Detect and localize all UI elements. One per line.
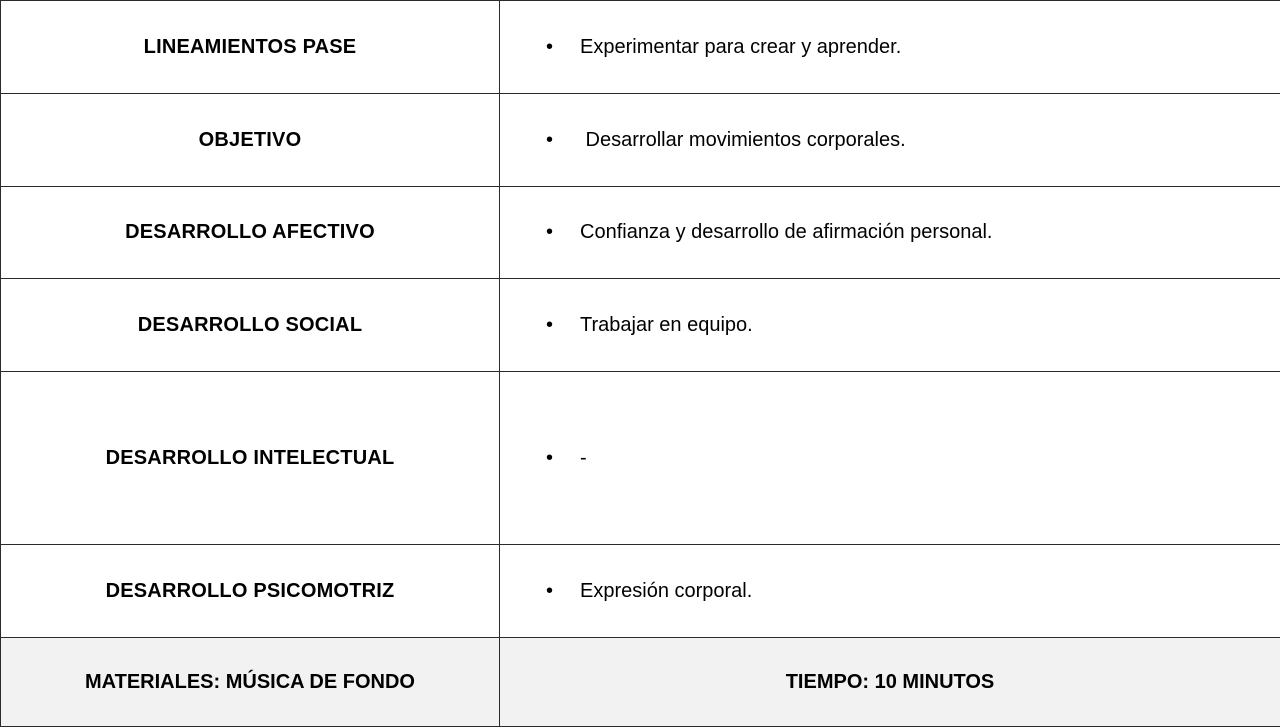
- row-label-desarrollo-intelectual: DESARROLLO INTELECTUAL: [1, 372, 500, 545]
- table-row: [1, 372, 1280, 545]
- bullet-text: Desarrollar movimientos corporales.: [580, 129, 906, 152]
- row-label-desarrollo-social: DESARROLLO SOCIAL: [1, 279, 500, 372]
- row-content-desarrollo-psicomotriz: [500, 545, 1280, 638]
- bullet-icon: •: [546, 315, 580, 335]
- bullet-icon: •: [546, 448, 580, 468]
- bullet-line: [508, 314, 1272, 337]
- bullet-line: [508, 580, 1272, 603]
- bullet-icon: •: [546, 581, 580, 601]
- bullet-icon: •: [546, 222, 580, 242]
- bullet-line: [508, 447, 1272, 470]
- table-row: [1, 1, 1280, 94]
- table-row: [1, 545, 1280, 638]
- bullet-line: [508, 36, 1272, 59]
- bullet-text: Expresión corporal.: [580, 580, 752, 603]
- footer-materials: MATERIALES: MÚSICA DE FONDO: [1, 638, 500, 727]
- row-content-objetivo: [500, 94, 1280, 187]
- table-row: [1, 94, 1280, 187]
- bullet-icon: •: [546, 130, 580, 150]
- row-content-lineamientos-pase: [500, 1, 1280, 94]
- bullet-text: Confianza y desarrollo de afirmación personal.: [580, 221, 992, 244]
- bullet-line: [508, 221, 1272, 244]
- table-footer-row: [1, 638, 1280, 727]
- table-body: [1, 1, 1280, 727]
- row-content-desarrollo-social: [500, 279, 1280, 372]
- bullet-text: -: [580, 447, 587, 470]
- row-label-objetivo: OBJETIVO: [1, 94, 500, 187]
- row-label-desarrollo-afectivo: DESARROLLO AFECTIVO: [1, 187, 500, 279]
- table-row: [1, 187, 1280, 279]
- bullet-text: Experimentar para crear y aprender.: [580, 36, 901, 59]
- row-content-desarrollo-afectivo: [500, 187, 1280, 279]
- row-content-desarrollo-intelectual: [500, 372, 1280, 545]
- row-label-lineamientos-pase: LINEAMIENTOS PASE: [1, 1, 500, 94]
- bullet-text: Trabajar en equipo.: [580, 314, 753, 337]
- row-label-desarrollo-psicomotriz: DESARROLLO PSICOMOTRIZ: [1, 545, 500, 638]
- footer-time: TIEMPO: 10 MINUTOS: [500, 638, 1280, 727]
- bullet-line: [508, 129, 1272, 152]
- bullet-icon: •: [546, 37, 580, 57]
- table-row: [1, 279, 1280, 372]
